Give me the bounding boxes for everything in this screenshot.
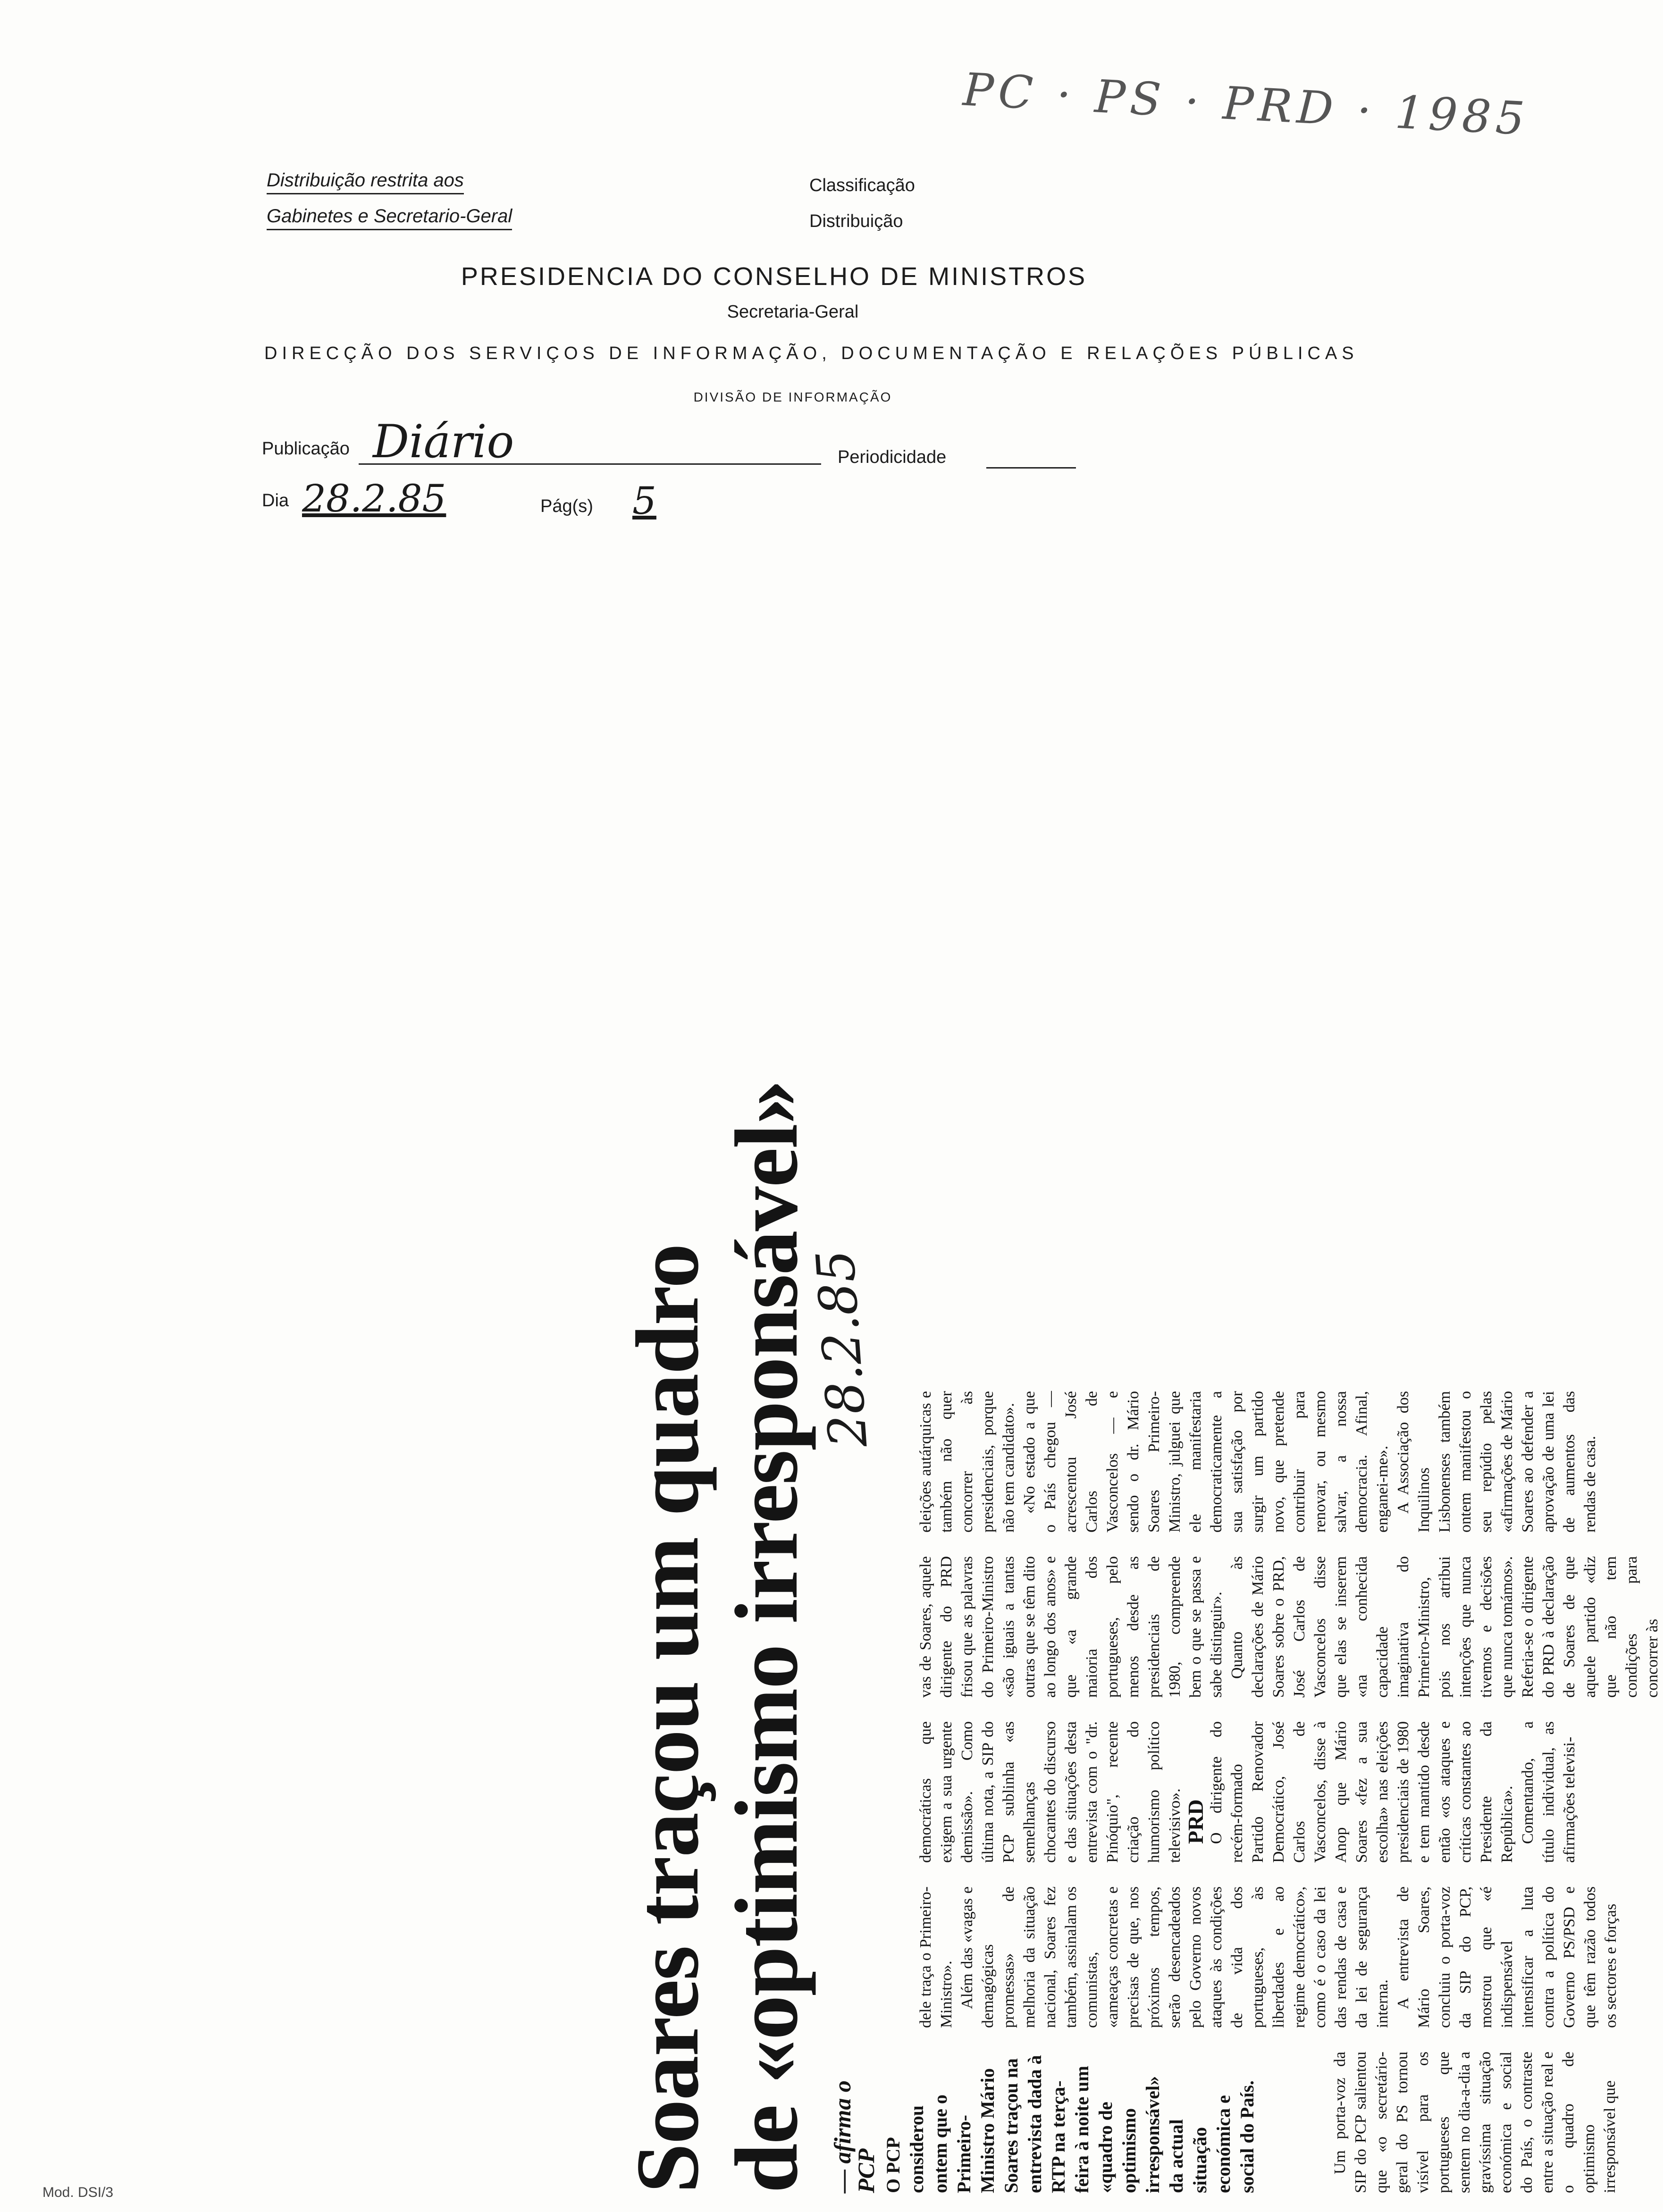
ministry-title: PRESIDENCIA DO CONSELHO DE MINISTROS [461, 262, 1087, 291]
article-column-4 [915, 1556, 1663, 1698]
paragraph: A Associação dos Inquilinos Lisbonenses também ontem manifestou o seu repúdio pelas «afirmações de Mário Soares ao defender a aprovação de uma lei de aumentos das rendas de casa. [1394, 1391, 1599, 1533]
paragraph: O dirigente do recém-formado Partido Renovador Democrático, José Carlos de Vasconcelos, disse à Anop que Mário Soares «fez a sua escolha» nas eleições presidenciais de 1980 e tem mantido desde então «os ataques e críticas constantes ao Presidente da República». [1208, 1721, 1516, 1863]
article-kicker: — afirma o PCP [829, 2080, 879, 2193]
newspaper-clipping [618, 494, 1661, 2212]
day-label: Dia [262, 491, 289, 511]
cabinets-label: Gabinetes e Secretario-Geral [267, 206, 512, 230]
handwritten-date-annotation: 28.2.85 [805, 1248, 879, 1450]
paragraph: Quanto às declarações de Mário Soares sobre o PRD, José Carlos de Vasconcelos disse que elas se inserem «na conhecida capacidade imaginativa do Primeiro-Ministro, pois nos atribui intenções que nunca tivemos e decisões que nunca tomámos». Referia-se o dirigente do PRD à declaração de Soares de que aquele partido «diz que não tem condições para concorrer às [1228, 1556, 1661, 1698]
directorate-label: DIRECÇÃO DOS SERVIÇOS DE INFORMAÇÃO, DOCUMENTAÇÃO E RELAÇÕES PÚBLICAS [264, 344, 1359, 363]
classification-label: Classificação [809, 176, 915, 195]
paragraph: «No estado a que o País chegou — acrescentou José Carlos de Vasconcelos — e sendo o dr. Mário Soares Primeiro-Ministro, julguei que ele manifestaria democraticamente a sua satisfação por surgir um partido novo, que pretende contribuir para renovar, ou mesmo salvar, a nossa democracia. Afinal, enganei-me». [1021, 1391, 1391, 1533]
distribution-restricted-label: Distribuição restrita aos [267, 170, 464, 194]
article-column-3 [915, 1721, 1580, 1863]
periodicity-line [986, 467, 1076, 469]
article-column-2 [915, 1886, 1621, 2028]
publication-handwritten: Diário [373, 415, 514, 468]
paragraph: Um porta-voz da SIP do PCP salientou que «o secretário-geral do PS tornou visível para os portugueses que sentem no dia-a-dia a gravíssima situação económica e social do País, o contraste entre a situação real e o quadro de optimismo irresponsável que [1331, 2052, 1619, 2193]
paragraph: dele traça o Primeiro-Ministro». [917, 1886, 955, 2028]
pages-label: Pág(s) [540, 496, 593, 516]
secretariat-label: Secretaria-Geral [727, 302, 859, 322]
paragraph: democráticas que exigem a sua urgente demissão». Como última nota, a SIP do PCP sublinha «as semelhanças chocantes do discurso e das situações desta entrevista com o "dr. Pinóquio", recente criação do humorismo político televisivo». [917, 1721, 1184, 1863]
headline-line-1: Soares traçou um quadro [618, 1244, 717, 2193]
paragraph: vas de Soares, aquele dirigente do PRD frisou que as palavras do Primeiro-Ministro «são iguais a tantas outras que se têm dito ao longo dos anos» e que «a grande maioria dos portugueses, pelo menos desde as presidenciais de 1980, compreende bem o que se passa e sabe distinguir». [917, 1556, 1225, 1698]
paragraph: Comentando, a título individual, as afirmações televisi- [1519, 1721, 1578, 1863]
handwritten-note: PC · PS · PRD · 1985 [961, 63, 1531, 146]
paragraph: eleições autárquicas e também não quer concorrer às presidenciais, porque não tem candidato». [917, 1391, 1017, 1533]
article-lead-text: O PCP considerou ontem que o Primeiro-Ministro Mário Soares traçou na entrevista dada à RTP na terça-feira à noite um «quadro de optimismo irresponsável» da actual situação económica e social do País. [882, 2055, 1258, 2193]
day-handwritten: 28.2.85 [302, 477, 446, 520]
division-label: DIVISÃO DE INFORMAÇÃO [693, 390, 892, 404]
subhead-prd: PRD [1184, 1799, 1208, 1844]
pages-handwritten: 5 [632, 479, 656, 523]
distribution-label: Distribuição [809, 211, 903, 231]
article-column-1 [831, 2052, 1621, 2193]
article-lead [831, 2052, 1259, 2193]
paragraph: Além das «vagas e demagógicas promessas» de melhoria da situação nacional, Soares fez também, assinalam os comunistas, «ameaças concretas e precisas de que, nos próximos tempos, serão desencadeados pelo Governo novos ataques às condições de vida dos portugueses, às liberdades e ao regime democrático», como é o caso da lei das rendas de casa e da lei de segurança interna. [958, 1886, 1391, 2028]
paragraph: A entrevista de Mário Soares, concluiu o porta-voz da SIP do PCP, mostrou que «é indispensável intensificar a luta contra a política do Governo PS/PSD e que têm razão todos os sectores e forças [1394, 1886, 1620, 2028]
form-code: Mod. DSI/3 [42, 2185, 114, 2200]
publication-label: Publicação [262, 439, 350, 459]
article-column-5 [915, 1391, 1601, 1533]
headline-line-2: de «optimismo irresponsável» [717, 1081, 816, 2193]
periodicity-label: Periodicidade [838, 447, 947, 467]
